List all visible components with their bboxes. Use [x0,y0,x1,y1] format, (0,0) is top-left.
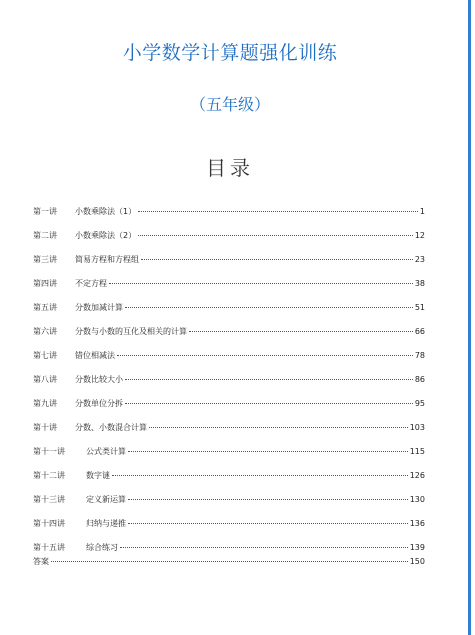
toc-entry-number: 第三讲 [33,255,57,264]
toc-entry-number: 第五讲 [33,303,57,312]
toc-leader-dots [117,355,413,356]
toc-entry[interactable] [33,542,425,556]
toc-entry-page: 12 [414,231,425,240]
toc-entry-page: 78 [414,351,425,360]
toc-entry-title: 小数乘除法（1） [75,207,137,216]
toc-leader-dots [138,211,418,212]
toc-leader-dots [120,547,408,548]
toc-entry-page: 130 [409,495,425,504]
document-title: 小学数学计算题强化训练 [122,42,338,64]
toc-entry-title: 数字谜 [86,471,110,480]
toc-entry-number: 第十四讲 [33,519,65,528]
toc-entry-title: 答案 [33,557,49,566]
toc-entry[interactable] [33,446,425,470]
toc-entry-number: 第九讲 [33,399,57,408]
toc-entry-number: 第一讲 [33,207,57,216]
toc-entry-page: 38 [414,279,425,288]
toc-entry-number: 第十五讲 [33,543,65,552]
toc-entry-title: 分数加减计算 [75,303,123,312]
toc-entry-answers[interactable] [33,556,425,580]
toc-entry[interactable] [33,302,425,326]
toc-entry[interactable] [33,350,425,374]
toc-entry-title: 分数比较大小 [75,375,123,384]
toc-leader-dots [138,235,413,236]
toc-entry[interactable] [33,326,425,350]
toc-entry[interactable] [33,278,425,302]
toc-entry-page: 51 [414,303,425,312]
toc-entry[interactable] [33,254,425,278]
toc-entry[interactable] [33,470,425,494]
toc-leader-dots [51,561,408,562]
toc-entry-title: 分数与小数的互化及相关的计算 [75,327,187,336]
toc-leader-dots [189,331,413,332]
toc-entry-number: 第六讲 [33,327,57,336]
toc-entry-title: 小数乘除法（2） [75,231,137,240]
toc-entry-page: 150 [409,557,425,566]
toc-leader-dots [128,499,408,500]
toc-entry[interactable] [33,230,425,254]
toc-entry-title: 归纳与递推 [86,519,126,528]
toc-entry-number: 第十三讲 [33,495,65,504]
toc-leader-dots [109,283,413,284]
toc-entry[interactable] [33,206,425,230]
toc-entry-page: 23 [414,255,425,264]
toc-entry-number: 第七讲 [33,351,57,360]
toc-entry-page: 139 [409,543,425,552]
toc-leader-dots [141,259,413,260]
toc-entry-page: 95 [414,399,425,408]
toc-entry-title: 错位相减法 [75,351,115,360]
toc-entry[interactable] [33,422,425,446]
toc-entry-page: 86 [414,375,425,384]
page-edge-rule [468,0,471,635]
toc-leader-dots [125,307,413,308]
document-subtitle: （五年级） [189,95,270,114]
toc-leader-dots [128,451,408,452]
toc-entry-number: 第十一讲 [33,447,65,456]
toc-entry-title: 分数单位分拆 [75,399,123,408]
toc-entry-number: 第四讲 [33,279,57,288]
toc-entry-page: 1 [419,207,425,216]
toc-entry-title: 综合练习 [86,543,118,552]
toc-leader-dots [125,379,413,380]
toc-entry[interactable] [33,518,425,542]
toc-entry-title: 分数、小数混合计算 [75,423,147,432]
toc-entry-title: 不定方程 [75,279,107,288]
toc-entry-page: 103 [409,423,425,432]
toc-entry-number: 第十二讲 [33,471,65,480]
toc-entry-title: 公式类计算 [86,447,126,456]
toc-entry[interactable] [33,494,425,518]
toc-leader-dots [112,475,408,476]
toc-entry-page: 115 [409,447,425,456]
toc-entry-page: 126 [409,471,425,480]
toc-entry-number: 第十讲 [33,423,57,432]
toc-leader-dots [149,427,408,428]
toc-entry[interactable] [33,374,425,398]
table-of-contents [33,206,425,580]
toc-entry-number: 第八讲 [33,375,57,384]
toc-leader-dots [128,523,408,524]
toc-entry[interactable] [33,398,425,422]
toc-heading: 目录 [206,156,254,180]
toc-leader-dots [125,403,413,404]
toc-entry-title: 定义新运算 [86,495,126,504]
toc-entry-number: 第二讲 [33,231,57,240]
toc-entry-page: 66 [414,327,425,336]
toc-entry-title: 简易方程和方程组 [75,255,139,264]
toc-entry-page: 136 [409,519,425,528]
